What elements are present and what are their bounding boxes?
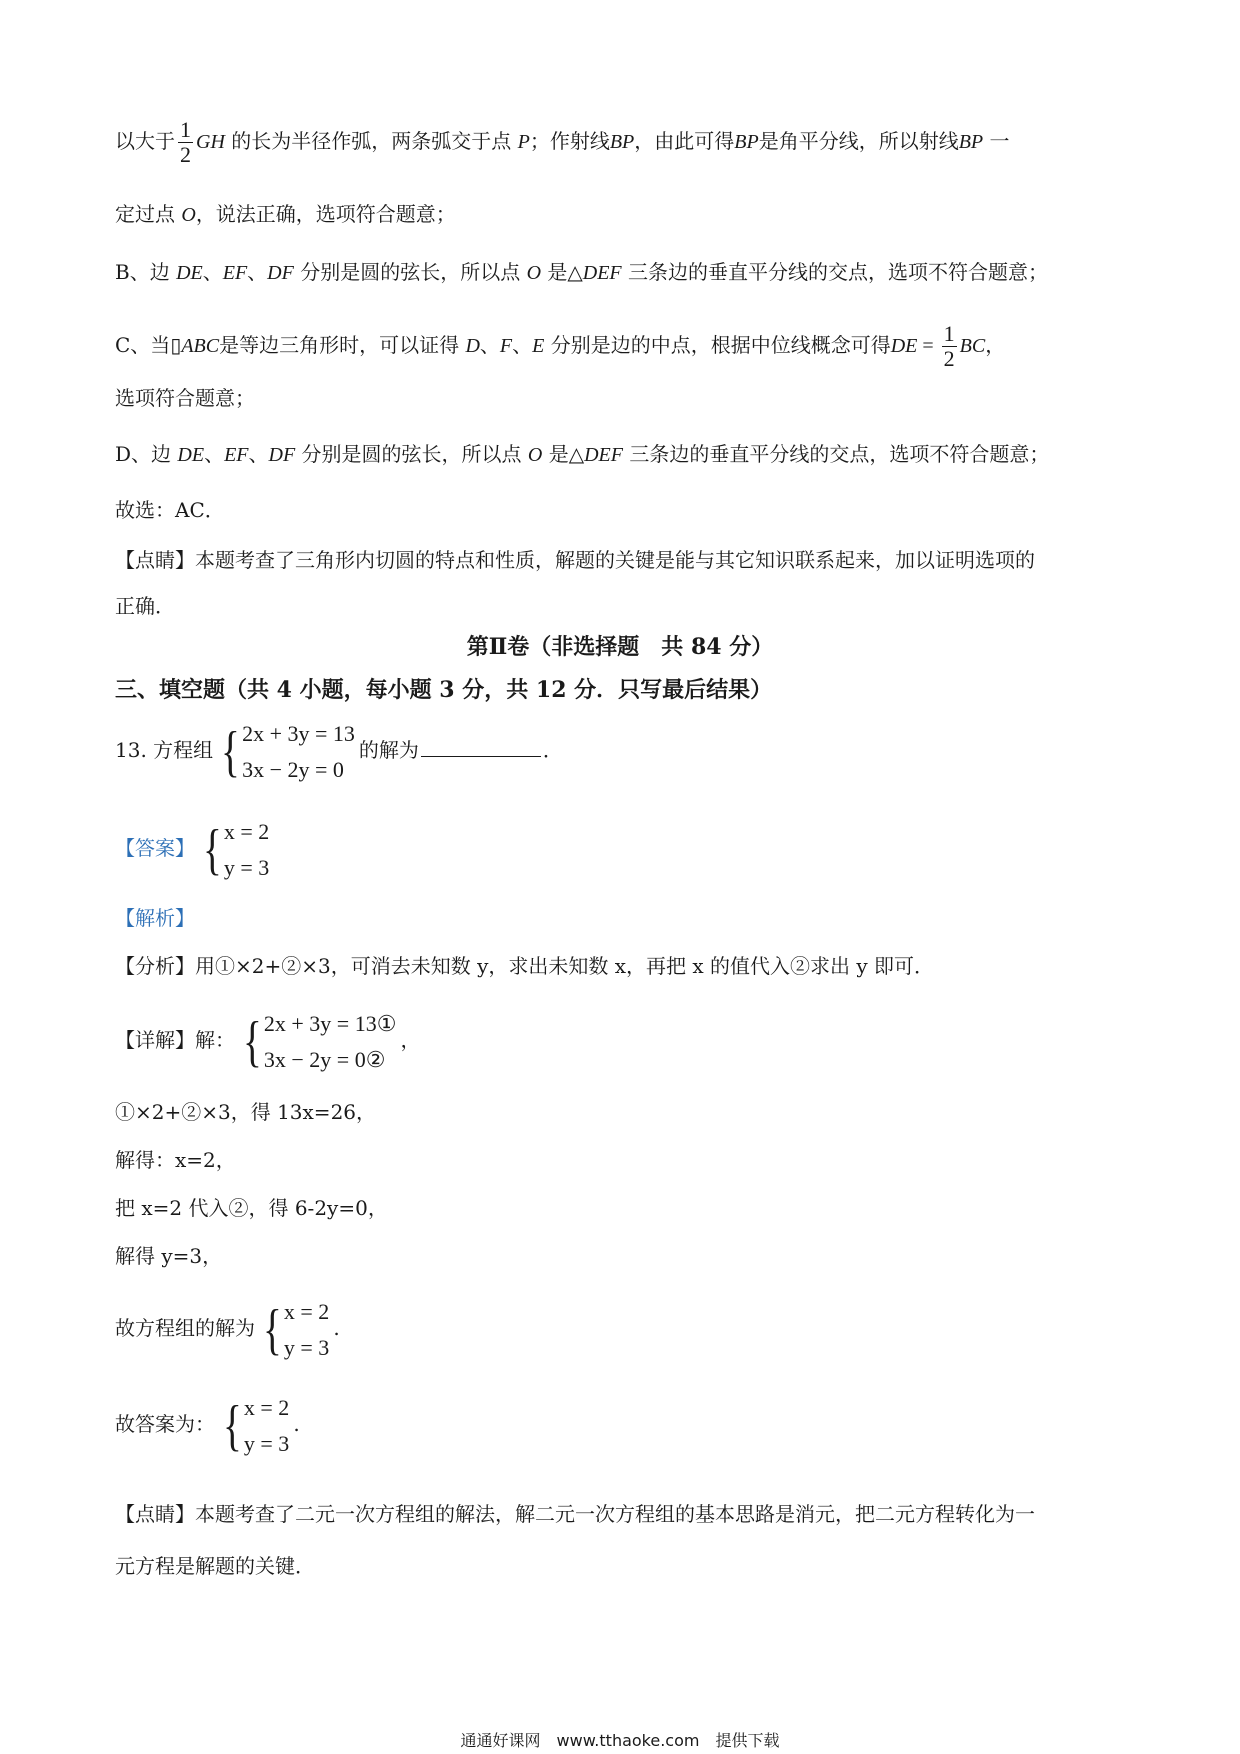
step-line: 解得：x=2，	[115, 1148, 236, 1172]
dianjing-tag: 【点睛】	[115, 548, 195, 572]
analysis-tag: 【解析】	[115, 906, 195, 930]
text: 以大于	[115, 129, 175, 153]
math-gh: GH	[196, 131, 225, 153]
paragraph-line: 以大于 $\frac{1}{2}$ GH 的长为半径作弧，两条弧交于点 P；作射线BP，由此可得BP是角平分线，所以射线BP 一	[115, 117, 1010, 167]
dianjing-line: 【点睛】本题考查了二元一次方程组的解法，解二元一次方程组的基本思路是消元，把二元方程转化为一	[115, 1502, 1035, 1526]
fenxi-tag: 【分析】	[115, 954, 195, 978]
choose-answer: 故选：AC．	[115, 498, 225, 522]
fenxi-line: 【分析】用①×2+②×3，可消去未知数 y，求出未知数 x，再把 x 的值代入②求出 y 即可．	[115, 954, 935, 978]
analysis-tag-line	[115, 904, 195, 932]
step-line: 把 x=2 代入②，得 6-2y=0，	[115, 1196, 388, 1220]
question-label: 13. 方程组	[115, 738, 214, 762]
answer-system: { x = 2 y = 3	[203, 818, 270, 881]
fraction: $\frac{1}{2}$	[180, 117, 191, 167]
option-d: D、边 DE、EF、DF 分别是圆的弦长，所以点 O 是△DEF 三条边的垂直平分线的交点，选项不符合题意；	[115, 442, 1050, 466]
xiangjie-line: 【详解】解： { 2x + 3y = 13① 3x − 2y = 0② ，	[115, 1004, 420, 1078]
equation-system: { 2x + 3y = 13① 3x − 2y = 0②	[243, 1010, 397, 1073]
solution-line: 故方程组的解为 { x = 2 y = 3 .	[115, 1292, 340, 1366]
answer-blank	[421, 756, 541, 757]
answer-line	[115, 812, 273, 886]
option-c: C、当▯ABC是等边三角形时，可以证得 D、F、E 分别是边的中点，根据中位线概念可得DE = $\frac{1}{2}$ BC，	[115, 321, 1006, 371]
dianjing-tag: 【点睛】	[115, 1502, 195, 1526]
option-b: B、边 DE、EF、DF 分别是圆的弦长，所以点 O 是△DEF 三条边的垂直平分线的交点，选项不符合题意；	[115, 260, 1049, 284]
equation: 2x + 3y = 13	[242, 720, 355, 746]
footer: 通通好课网 www.tthaoke.com 提供下载	[460, 1731, 780, 1750]
section-heading: 三、填空题（共 4 小题，每小题 3 分，共 12 分．只写最后结果）	[115, 677, 773, 703]
equation-system: { 2x + 3y = 13 3x − 2y = 0	[217, 716, 355, 788]
step-line: ①×2+②×3，得 13x=26，	[115, 1100, 377, 1124]
equation: 3x − 2y = 0	[242, 756, 344, 782]
step-line: 解得 y=3，	[115, 1244, 223, 1268]
answer-tag: 【答案】	[115, 836, 195, 860]
question-13: 13. 方程组 { 2x + 3y = 13 3x − 2y = 0 的解为 ．	[115, 714, 563, 788]
fraction: $\frac{1}{2}$	[943, 321, 955, 371]
xiangjie-tag: 【详解】	[115, 1028, 195, 1052]
section-title: 第Ⅱ卷（非选择题 共 84 分）	[466, 634, 774, 660]
paragraph-line: 定过点 O，说法正确，选项符合题意；	[115, 202, 456, 226]
dianjing-line: 【点睛】本题考查了三角形内切圆的特点和性质，解题的关键是能与其它知识联系起来，加以证明选项的	[115, 548, 1035, 572]
paragraph-line: 元方程是解题的关键．	[115, 1554, 315, 1578]
final-answer-system: { x = 2 y = 3	[223, 1394, 290, 1457]
solution-system: { x = 2 y = 3	[263, 1298, 330, 1361]
paragraph-line: 正确．	[115, 594, 175, 618]
final-answer-line: 故答案为： { x = 2 y = 3 .	[115, 1388, 300, 1462]
paragraph-line: 选项符合题意；	[115, 386, 255, 410]
